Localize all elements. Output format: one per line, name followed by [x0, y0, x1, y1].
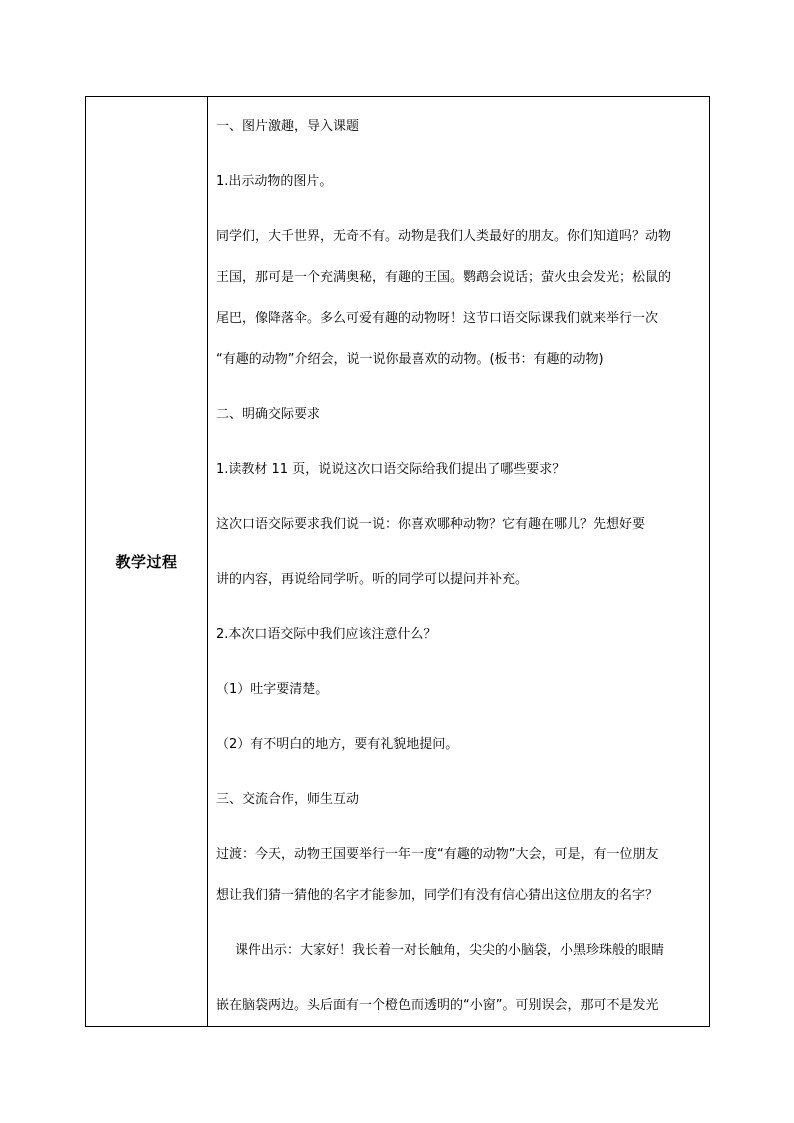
teaching-process-content: [208, 97, 709, 1026]
section-content-cell: [208, 97, 710, 1027]
paragraph-line: 2.本次口语交际中我们应该注意什么？: [216, 627, 437, 642]
heading-1: 一、图片激趣，导入课题: [216, 119, 360, 134]
paragraph-line: 过渡：今天，动物王国要举行一年一度“有趣的动物”大会，可是，有一位朋友: [216, 847, 659, 862]
lesson-plan-table: [85, 96, 710, 1027]
paragraph-line: 这次口语交际要求我们说一说：你喜欢哪种动物？它有趣在哪儿？先想好要: [216, 517, 646, 532]
section-label-cell: [86, 97, 208, 1027]
section-label: 教学过程: [115, 553, 178, 571]
paragraph-line: 同学们，大千世界，无奇不有。动物是我们人类最好的朋友。你们知道吗？动物: [216, 229, 672, 244]
paragraph-line: 1.出示动物的图片。: [216, 174, 333, 189]
list-item: （2）有不明白的地方，要有礼貌地提问。: [216, 737, 459, 752]
heading-3: 三、交流合作，师生互动: [216, 792, 360, 807]
paragraph-line: 王国，那可是一个充满奥秘，有趣的王国。鹦鹉会说话；萤火虫会发光；松鼠的: [216, 270, 672, 285]
list-item: （1）吐字要清楚。: [216, 682, 329, 697]
table-row: [86, 97, 710, 1027]
paragraph-line: 课件出示：大家好！我长着一对长触角，尖尖的小脑袋，小黑珍珠般的眼睛: [235, 943, 665, 958]
paragraph-line: 想让我们猜一猜他的名字才能参加，同学们有没有信心猜出这位朋友的名字？: [216, 888, 659, 903]
paragraph-line: 讲的内容，再说给同学听。听的同学可以提问并补充。: [216, 572, 529, 587]
paragraph-line: 1.读教材 11 页，说说这次口语交际给我们提出了哪些要求？: [216, 462, 566, 477]
paragraph-line: “有趣的动物”介绍会，说一说你最喜欢的动物。(板书：有趣的动物): [216, 352, 604, 367]
heading-2: 二、明确交际要求: [216, 407, 321, 422]
paragraph-line: 嵌在脑袋两边。头后面有一个橙色而透明的“小窗”。可别误会，那可不是发光: [216, 998, 659, 1013]
paragraph-line: 尾巴，像降落伞。多么可爱有趣的动物呀！这节口语交际课我们就来举行一次: [216, 311, 659, 326]
